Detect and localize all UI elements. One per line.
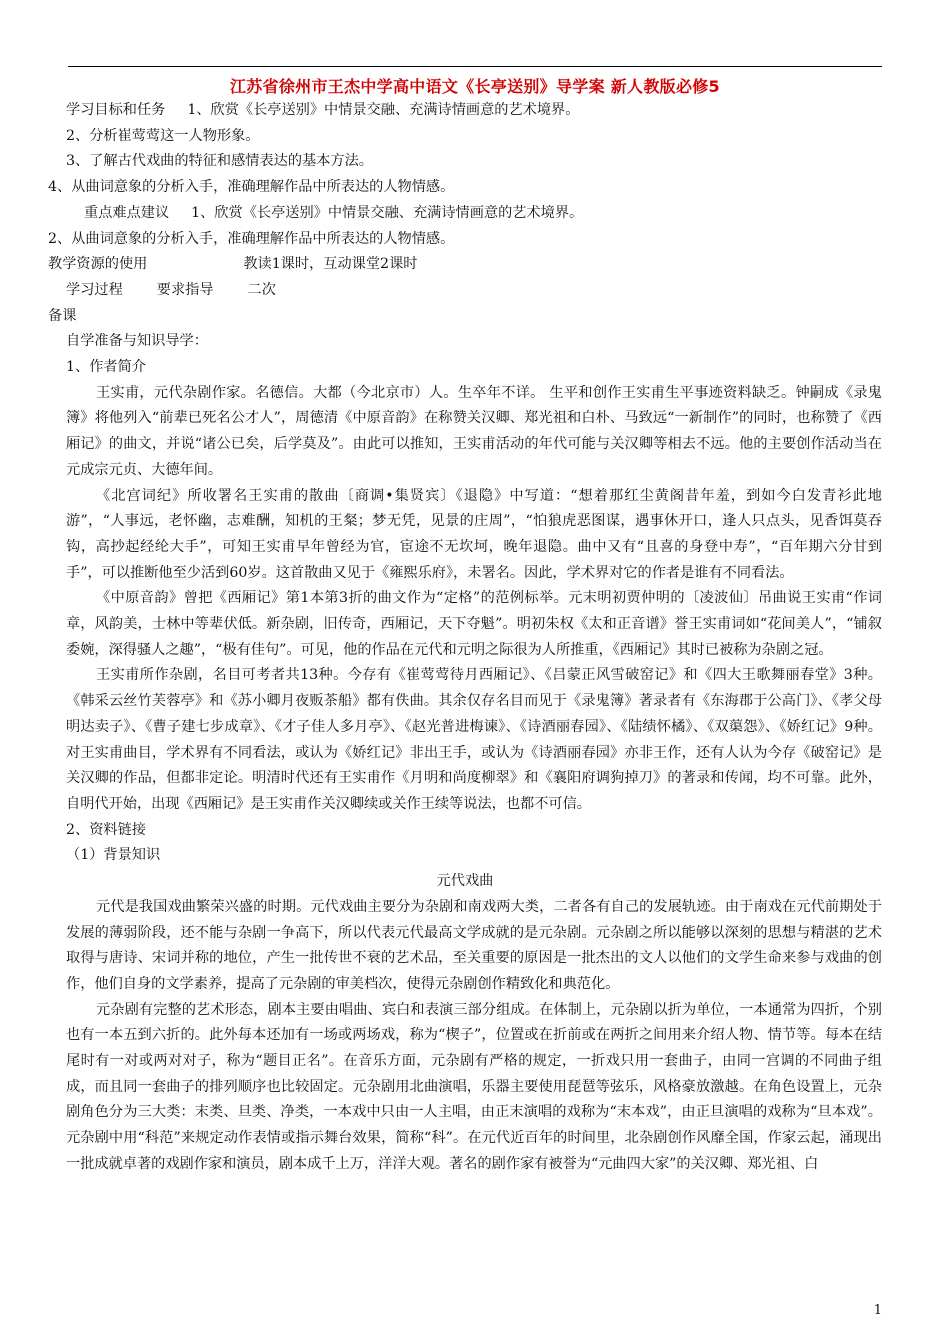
goal-3: 3、了解古代戏曲的特征和感情表达的基本方法。 (66, 153, 373, 170)
section-title: 元代戏曲 (436, 873, 494, 890)
selfstudy-heading: 自学准备与知识导学： (66, 333, 208, 350)
page-number: 1 (873, 1303, 882, 1318)
resource-value: 教读1课时，互动课堂2课时 (243, 256, 418, 273)
process-second: 二次 (247, 281, 276, 298)
goals-label: 学习目标和任务 (66, 102, 166, 118)
author-para-3: 《中原音韵》曾把《西厢记》第1本第3折的曲文作为“定格”的范例标举。元末明初贾仲明的〔凌波仙〕吊曲说王实甫“作词章，风韵美，士林中等辈伏低。新杂剧，旧传奇，西厢记，天下夺魁”。明初朱权《太和正音谱》誉王实甫词如“花间美人”，“铺叙委婉，深得骚人之趣”，“极有佳句”。可见，他的作品在元代和元明之际很为人所推重，《西厢记》其时已被称为杂剧之冠。 (66, 590, 882, 658)
links-heading: 2、资料链接 (66, 821, 146, 838)
goal-2: 2、分析崔莺莺这一人物形象。 (66, 127, 260, 144)
drama-para-1: 元代是我国戏曲繁荣兴盛的时期。元代戏曲主要分为杂剧和南戏两大类，二者各有自己的发展轨迹。由于南戏在元代前期处于发展的薄弱阶段，还不能与杂剧一争高下，所以代表元代最高文学成就的是元杂剧。元杂剧之所以能够以深刻的思想与精湛的艺术取得与唐诗、宋词并称的地位，产生一批传世不衰的艺术品，至关重要的原因是一批杰出的文人以他们的文学生命来参与戏曲的创作，他们自身的文学素养，提高了元杂剧的审美档次，使得元杂剧创作精致化和典范化。 (66, 898, 882, 992)
goal-1: 1、欣赏《长亭送别》中情景交融、充满诗情画意的艺术境界。 (187, 102, 580, 118)
process-label: 学习过程 (66, 281, 123, 298)
key-2: 2、从曲词意象的分析入手，准确理解作品中所表达的人物情感。 (48, 230, 455, 247)
key-1: 1、欣赏《长亭送别》中情景交融、充满诗情画意的艺术境界。 (191, 204, 584, 221)
author-heading: 1、作者简介 (66, 359, 146, 376)
author-para-2: 《北宫词纪》所收署名王实甫的散曲〔商调•集贤宾〕《退隐》中写道：“想着那红尘黄阁昔年羞，到如今白发青衫此地游”，“人事远，老怀幽，志难酬，知机的王粲；梦无凭，见景的庄周”，“怕狼虎恶图谋，遇事休开口，逢人只点头，见香饵莫吞钩，高抄起经纶大手”，可知王实甫早年曾经为官，宦途不无坎坷，晚年退隐。曲中又有“且喜的身登中寿”，“百年期六分甘到手”，可以推断他至少活到60岁。这首散曲又见于《雍熙乐府》，未署名。因此，学术界对它的作者是谁有不同看法。 (66, 487, 882, 581)
drama-para-2: 元杂剧有完整的艺术形态，剧本主要由唱曲、宾白和表演三部分组成。在体制上，元杂剧以折为单位，一本通常为四折，个别也有一本五到六折的。此外每本还加有一场或两场戏，称为“楔子”，位置或在折前或在两折之间用来介绍人物、情节等。每本在结尾时有一对或两对对子，称为“题目正名”。在音乐方面，元杂剧有严格的规定，一折戏只用一套曲子，由同一宫调的不同曲子组成，而且同一套曲子的排列顺序也比较固定。元杂剧用北曲演唱，乐器主要使用琵琶等弦乐，风格豪放激越。在角色设置上，元杂剧角色分为三大类：末类、旦类、净类，一本戏中只由一人主唱，由正末演唱的戏称为“末本戏”，由正旦演唱的戏称为“旦本戏”。元杂剧中用“科范”来规定动作表情或指示舞台效果，简称“科”。在元代近百年的时间里，北杂剧创作风靡全国，作家云起，涌现出一批成就卓著的戏剧作家和演员，剧本成千上万，洋洋大观。著名的剧作家有被誉为“元曲四大家”的关汉卿、郑光祖、白 (66, 1001, 882, 1172)
resource-label: 教学资源的使用 (48, 256, 148, 273)
header-rule (68, 66, 882, 67)
beike-label: 备课 (48, 307, 77, 324)
goal-4: 4、从曲词意象的分析入手，准确理解作品中所表达的人物情感。 (48, 179, 455, 196)
document-title: 江苏省徐州市王杰中学高中语文《长亭送别》导学案 新人教版必修5 (229, 77, 720, 96)
process-line (48, 278, 882, 304)
author-para-4: 王实甫所作杂剧，名目可考者共13种。今存有《崔莺莺待月西厢记》、《吕蒙正风雪破窑记》和《四大王歌舞丽春堂》3种。《韩采云丝竹芙蓉亭》和《苏小卿月夜贩茶船》都有佚曲。其余仅存名目而见于《录鬼簿》著录者有《东海郡于公高门》、《孝父母明达卖子》、《曹子建七步成章》、《才子佳人多月亭》、《赵光普进梅谏》、《诗酒丽春园》、《陆绩怀橘》、《双蕖怨》、《娇红记》9种。对王实甫曲目，学术界有不同看法，或认为《娇红记》非出王手，或认为《诗酒丽春园》亦非王作，还有人认为今存《破窑记》是关汉卿的作品，但都非定论。明清时代还有王实甫作《月明和尚度柳翠》和《襄阳府调狗掉刀》的著录和传闻，均不可靠。此外，自明代开始，出现《西厢记》是王实甫作关汉卿续或关作王续等说法，也都不可信。 (66, 667, 882, 812)
author-para-1: 王实甫，元代杂剧作家。名德信。大都（今北京市）人。生卒年不详。 生平和创作王实甫生平事迹资料缺乏。钟嗣成《录鬼簿》将他列入“前辈已死名公才人”，周德清《中原音韵》在称赞关汉卿、郑光祖和白朴、马致远“一新制作”的同时，也称赞了《西厢记》的曲文，并说“诸公已矣，后学莫及”。由此可以推知，王实甫活动的年代可能与关汉卿等相去不远。他的主要创作活动当在元成宗元贞、大德年间。 (66, 384, 882, 478)
key-line (48, 201, 882, 227)
resource-line (48, 252, 882, 278)
key-label: 重点难点建议 (84, 204, 170, 221)
process-req: 要求指导 (156, 281, 214, 298)
document-body (48, 98, 882, 1178)
background-heading: （1）背景知识 (66, 847, 161, 864)
goals-line (48, 98, 882, 124)
